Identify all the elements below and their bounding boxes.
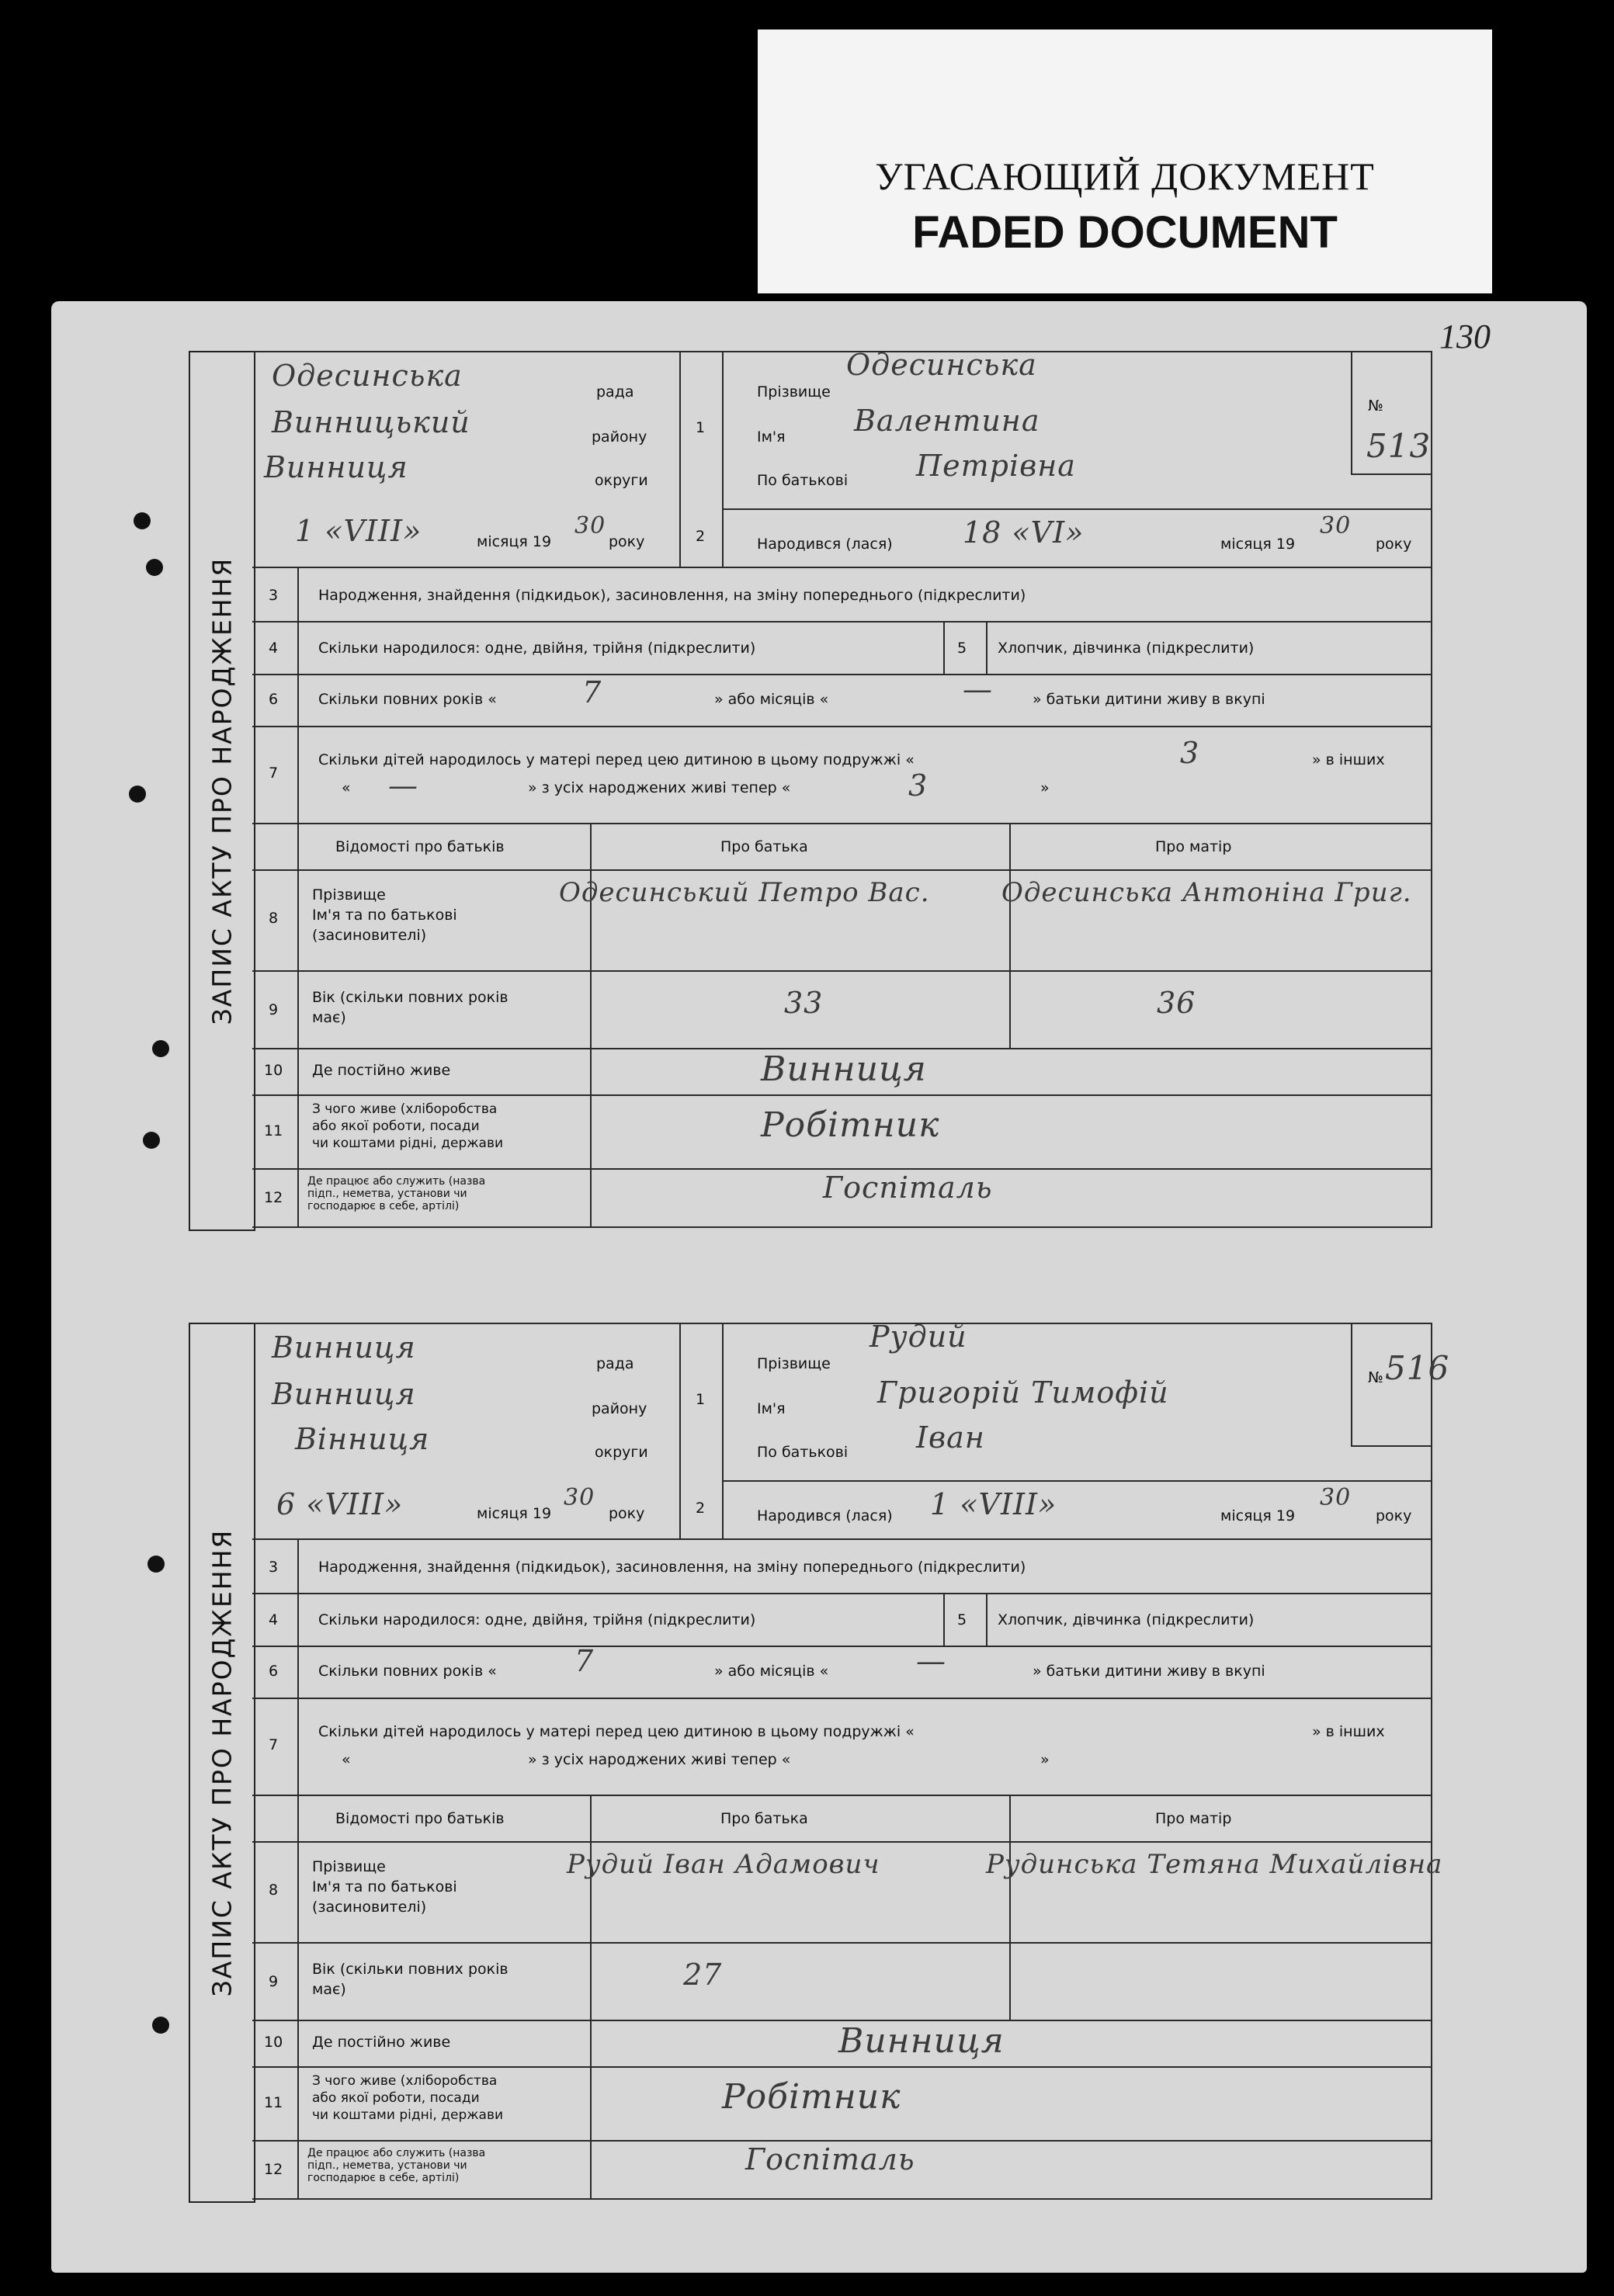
question-12: Де працює або служить (назва підп., неметва, установи чи господарює в себе, артілі) — [307, 2147, 486, 2184]
row-number: 3 — [269, 587, 279, 604]
row-number: 5 — [957, 1611, 967, 1628]
question-9: Вік (скільки повних років має) — [312, 989, 508, 1026]
page-number: 130 — [1439, 317, 1491, 355]
hw-residence: Винниця — [761, 1049, 927, 1089]
question-7-others: » в інших — [1312, 1723, 1385, 1740]
hw-rada: Одесинська — [272, 359, 463, 393]
question-7: Скільки дітей народилось у матері перед цею дитиною в цьому подружжі « — [318, 751, 915, 768]
hw-father-name: Одесинський Петро Вас. — [559, 877, 930, 908]
row-number: 10 — [264, 1062, 283, 1079]
birth-record-2 — [0, 972, 1614, 2214]
question-8: Прізвище Ім'я та по батькові (засиновителі) — [312, 886, 457, 944]
mother-header: Про матір — [1155, 838, 1232, 855]
hw-father-name: Рудий Іван Адамович — [567, 1849, 880, 1880]
hw-name: Валентина — [854, 404, 1040, 438]
row-number: 2 — [696, 1500, 706, 1517]
label-patronymic: По батькові — [757, 472, 849, 489]
question-4: Скільки народилося: одне, двійня, трійня (підкреслити) — [318, 640, 756, 657]
row-number: 1 — [696, 1391, 706, 1408]
hw-patronymic: Петрівна — [916, 449, 1076, 483]
label-roku: року — [609, 1505, 645, 1522]
row-number: 7 — [269, 765, 279, 782]
question-7-open: « — [342, 779, 351, 796]
hw-year: 30 — [564, 1484, 595, 1511]
label-born: Народився (лася) — [757, 536, 893, 553]
question-10: Де постійно живе — [312, 1062, 451, 1079]
hw-occupation: Робітник — [761, 1105, 940, 1145]
label-okrug: округи — [595, 472, 648, 489]
row-number: 12 — [264, 2161, 283, 2178]
father-header: Про батька — [720, 1810, 808, 1827]
hw-years-together: 7 — [582, 675, 602, 709]
hw-record-number: 516 — [1385, 1349, 1450, 1387]
hw-patronymic: Іван — [916, 1420, 985, 1455]
question-9: Вік (скільки повних років має) — [312, 1961, 508, 1998]
hw-mother-name: Рудинська Тетяна Михайлівна — [986, 1849, 1443, 1880]
row-number: 8 — [269, 910, 279, 927]
hw-born-year: 30 — [1320, 1484, 1352, 1511]
label-roku: року — [1376, 1507, 1412, 1524]
hw-months: — — [963, 672, 993, 706]
row-number: 8 — [269, 1882, 279, 1899]
label-line-russian: УГАСАЮЩИЙ ДОКУМЕНТ — [875, 154, 1375, 198]
label-roku: року — [1376, 536, 1412, 553]
hw-father-age: 33 — [784, 986, 824, 1020]
label-rada: рада — [596, 1355, 634, 1372]
hw-surname: Одесинська — [846, 348, 1037, 382]
question-5: Хлопчик, дівчинка (підкреслити) — [998, 1611, 1255, 1628]
label-surname: Прізвище — [757, 383, 831, 401]
row-number: 6 — [269, 1663, 279, 1680]
row-number: 6 — [269, 691, 279, 708]
hw-rayon: Винниця — [272, 1377, 416, 1411]
question-7-alive: » з усіх народжених живі тепер « — [528, 779, 791, 796]
hw-rada: Винниця — [272, 1330, 416, 1365]
hw-surname: Рудий — [869, 1320, 967, 1354]
vertical-title-text: ЗАПИС АКТУ ПРО НАРОДЖЕННЯ — [207, 1528, 238, 1997]
question-11: З чого живе (хліборобства або якої роботи, посади чи коштами рідні, держави — [312, 2073, 504, 2123]
question-7-open: « — [342, 1751, 351, 1768]
question-6: Скільки повних років « — [318, 1663, 497, 1680]
question-10: Де постійно живе — [312, 2034, 451, 2051]
hw-father-age: 27 — [683, 1958, 723, 1992]
question-4: Скільки народилося: одне, двійня, трійня (підкреслити) — [318, 1611, 756, 1628]
question-12: Де працює або служить (назва підп., неметва, установи чи господарює в себе, артілі) — [307, 1175, 486, 1212]
hw-year: 30 — [574, 512, 606, 539]
label-patronymic: По батькові — [757, 1444, 849, 1461]
label-okrug: округи — [595, 1444, 648, 1461]
vertical-title-text: ЗАПИС АКТУ ПРО НАРОДЖЕННЯ — [207, 557, 238, 1025]
father-header: Про батька — [720, 838, 808, 855]
hw-date: 1 «VIII» — [295, 514, 422, 548]
hw-born: 18 «VI» — [963, 515, 1085, 550]
question-3: Народження, знайдення (підкидьок), засиновлення, на зміну попереднього (підкреслити) — [318, 1559, 1026, 1576]
question-6-together: » батьки дитини живу в вкупі — [1033, 691, 1265, 708]
row-number: 9 — [269, 1973, 279, 1990]
label-rayon: району — [592, 428, 647, 446]
row-number: 4 — [269, 1611, 279, 1628]
row-number: 1 — [696, 419, 706, 436]
question-7-alive: » з усіх народжених живі тепер « — [528, 1751, 791, 1768]
hw-okrug: Винниця — [264, 450, 408, 484]
label-number-sign: № — [1368, 397, 1383, 414]
label-surname: Прізвище — [757, 1355, 831, 1372]
label-name: Ім'я — [757, 428, 786, 446]
hw-children: 3 — [1180, 736, 1200, 770]
label-name: Ім'я — [757, 1400, 786, 1417]
row-number: 5 — [957, 640, 967, 657]
row-number: 11 — [264, 2094, 283, 2111]
question-6-together: » батьки дитини живу в вкупі — [1033, 1663, 1265, 1680]
hw-residence: Винниця — [838, 2021, 1005, 2061]
label-born: Народився (лася) — [757, 1507, 893, 1524]
parents-header: Відомості про батьків — [335, 1810, 505, 1827]
question-6-months: » або місяців « — [714, 691, 829, 708]
row-number: 2 — [696, 528, 706, 545]
hw-months: — — [916, 1644, 946, 1678]
hw-mother-name: Одесинська Антоніна Григ. — [1001, 877, 1412, 908]
question-8: Прізвище Ім'я та по батькові (засиновителі) — [312, 1858, 457, 1916]
hw-mother-age: 36 — [1157, 986, 1196, 1020]
question-6-months: » або місяців « — [714, 1663, 829, 1680]
row-number: 7 — [269, 1736, 279, 1753]
question-11: З чого живе (хліборобства або якої роботи, посади чи коштами рідні, держави — [312, 1101, 504, 1151]
hw-rayon: Винницький — [272, 405, 470, 439]
question-7-close: » — [1040, 779, 1050, 796]
question-3: Народження, знайдення (підкидьок), засиновлення, на зміну попереднього (підкреслити) — [318, 587, 1026, 604]
question-5: Хлопчик, дівчинка (підкреслити) — [998, 640, 1255, 657]
hw-okrug: Вінниця — [295, 1422, 430, 1456]
label-line-english: FADED DOCUMENT — [912, 207, 1338, 258]
label-month-year: місяця 19 — [1220, 1507, 1296, 1524]
hw-employer: Госпіталь — [745, 2142, 915, 2176]
row-number: 3 — [269, 1559, 279, 1576]
label-month-year: місяця 19 — [477, 533, 552, 550]
hw-born: 1 «VIII» — [930, 1487, 1057, 1521]
hw-occupation: Робітник — [722, 2077, 901, 2117]
record-vertical-title — [189, 1323, 255, 2203]
question-7-others: » в інших — [1312, 751, 1385, 768]
parents-header: Відомості про батьків — [335, 838, 505, 855]
label-rayon: району — [592, 1400, 647, 1417]
question-6: Скільки повних років « — [318, 691, 497, 708]
mother-header: Про матір — [1155, 1810, 1232, 1827]
label-month-year: місяця 19 — [1220, 536, 1296, 553]
row-number: 4 — [269, 640, 279, 657]
row-number: 12 — [264, 1189, 283, 1206]
label-number-sign: № — [1368, 1369, 1383, 1386]
hw-born-year: 30 — [1320, 512, 1352, 539]
label-month-year: місяця 19 — [477, 1505, 552, 1522]
question-7-close: » — [1040, 1751, 1050, 1768]
hw-date: 6 «VIII» — [276, 1487, 404, 1521]
label-rada: рада — [596, 383, 634, 401]
question-7: Скільки дітей народилось у матері перед цею дитиною в цьому подружжі « — [318, 1723, 915, 1740]
hw-name: Григорій Тимофій — [877, 1375, 1169, 1410]
hw-record-number: 513 — [1366, 427, 1432, 465]
row-number: 11 — [264, 1122, 283, 1139]
hw-alive: 3 — [908, 768, 928, 803]
row-number: 10 — [264, 2034, 283, 2051]
label-roku: року — [609, 533, 645, 550]
hw-years-together: 7 — [574, 1644, 595, 1678]
row-number: 9 — [269, 1001, 279, 1018]
hw-other-marriages: — — [388, 768, 418, 803]
hw-employer: Госпіталь — [823, 1171, 993, 1205]
